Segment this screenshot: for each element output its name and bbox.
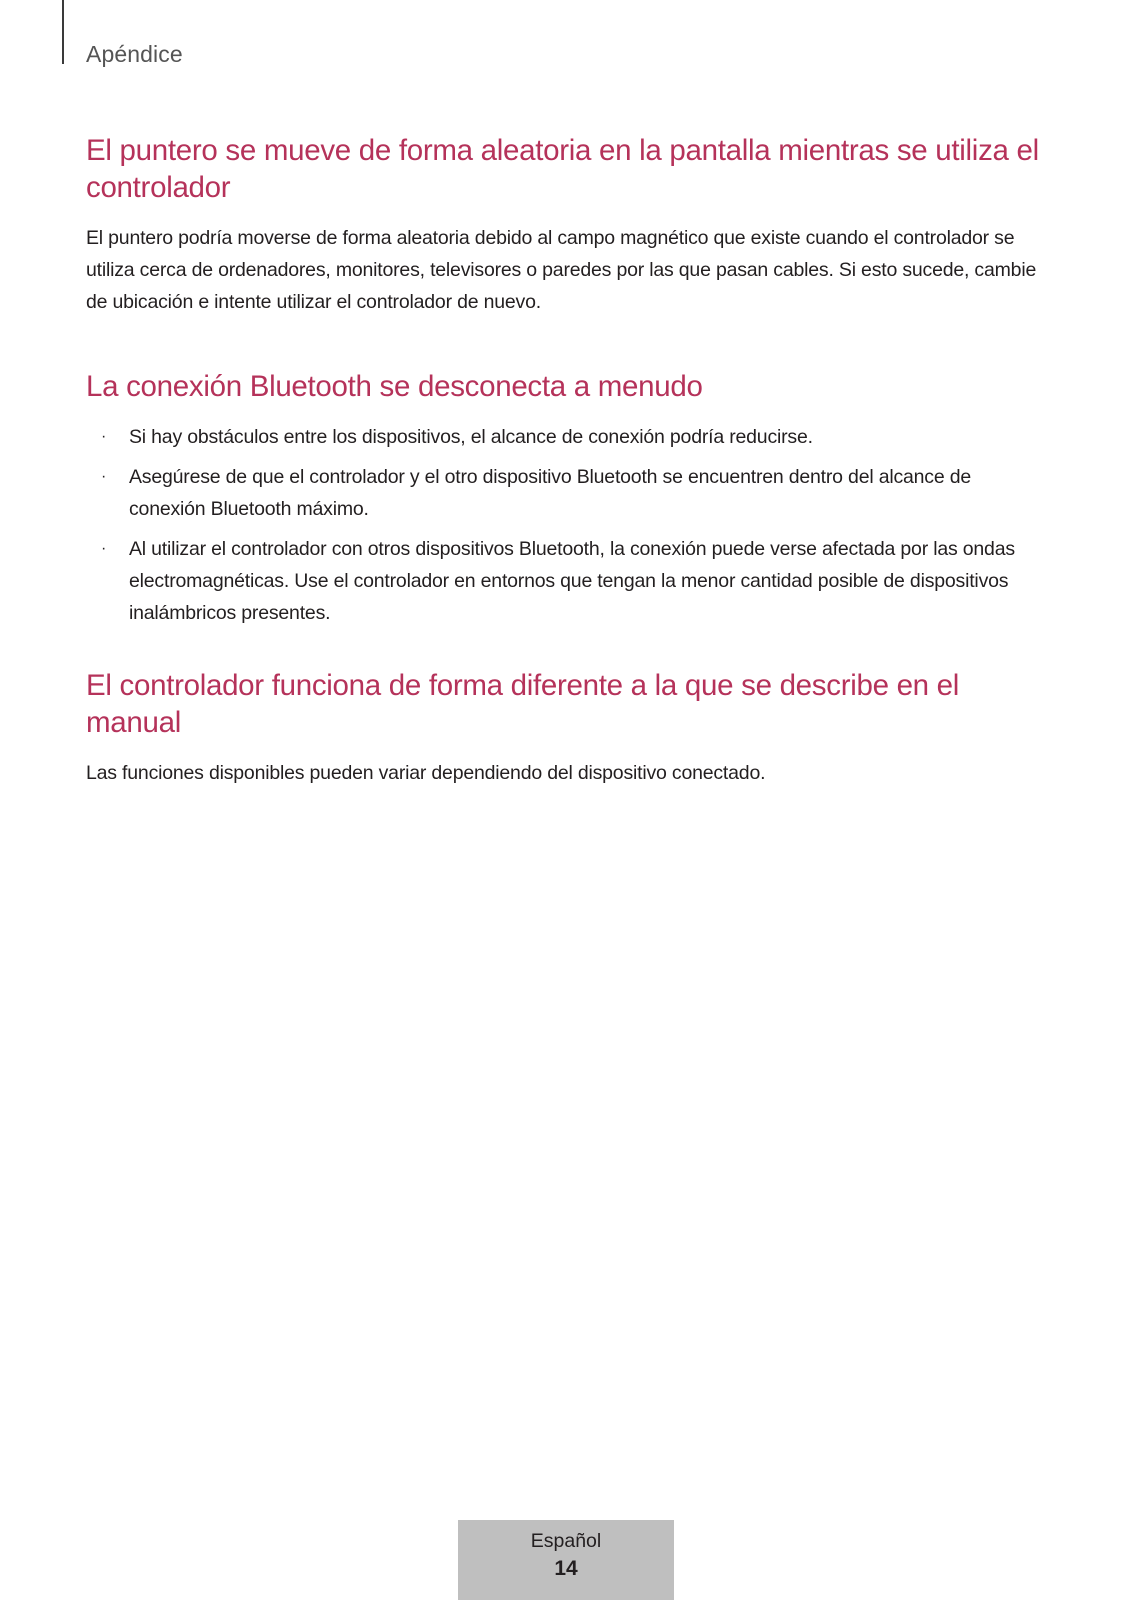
list-item-text: Asegúrese de que el controlador y el otro dispositivo Bluetooth se encuentren dentro del alcance de conexión Bluetooth máximo.	[129, 466, 972, 520]
paragraph-random-pointer: El puntero podría moverse de forma aleatoria debido al campo magnético que existe cuando el controlador se utiliza cerca de ordenadores, monitores, televisores o paredes por las que pasan cables. Si esto sucede, cambie de ubicación e intente utilizar el controlador de nuevo.	[86, 227, 1037, 313]
list-item	[86, 533, 1046, 629]
margin-rule	[62, 0, 64, 64]
heading-random-pointer: El puntero se mueve de forma aleatoria en la pantalla mientras se utiliza el controlador	[86, 134, 1039, 204]
bullet-dot-icon: ·	[101, 468, 107, 485]
list-item	[86, 421, 1046, 453]
page-content	[86, 132, 1046, 789]
page-footer	[458, 1520, 674, 1600]
section-label: Apéndice	[86, 41, 183, 67]
bullet-dot-icon: ·	[101, 428, 107, 445]
list-item-text: Si hay obstáculos entre los dispositivos, el alcance de conexión podría reducirse.	[129, 426, 813, 448]
list-item-text: Al utilizar el controlador con otros dispositivos Bluetooth, la conexión puede verse afectada por las ondas electromagnéticas. Use el controlador en entornos que tengan la menor cantidad posible de dispositivos inalámbricos presentes.	[129, 538, 1015, 624]
footer-language: Español	[530, 1530, 602, 1552]
page-number: 14	[554, 1557, 578, 1580]
heading-bluetooth-disconnect: La conexión Bluetooth se desconecta a menudo	[86, 370, 703, 403]
heading-different-behavior: El controlador funciona de forma diferente a la que se describe en el manual	[86, 669, 960, 739]
paragraph-different-behavior: Las funciones disponibles pueden variar dependiendo del dispositivo conectado.	[86, 762, 766, 784]
bullet-list-bluetooth	[86, 421, 1046, 629]
list-item	[86, 461, 1046, 525]
bullet-dot-icon: ·	[101, 540, 107, 557]
